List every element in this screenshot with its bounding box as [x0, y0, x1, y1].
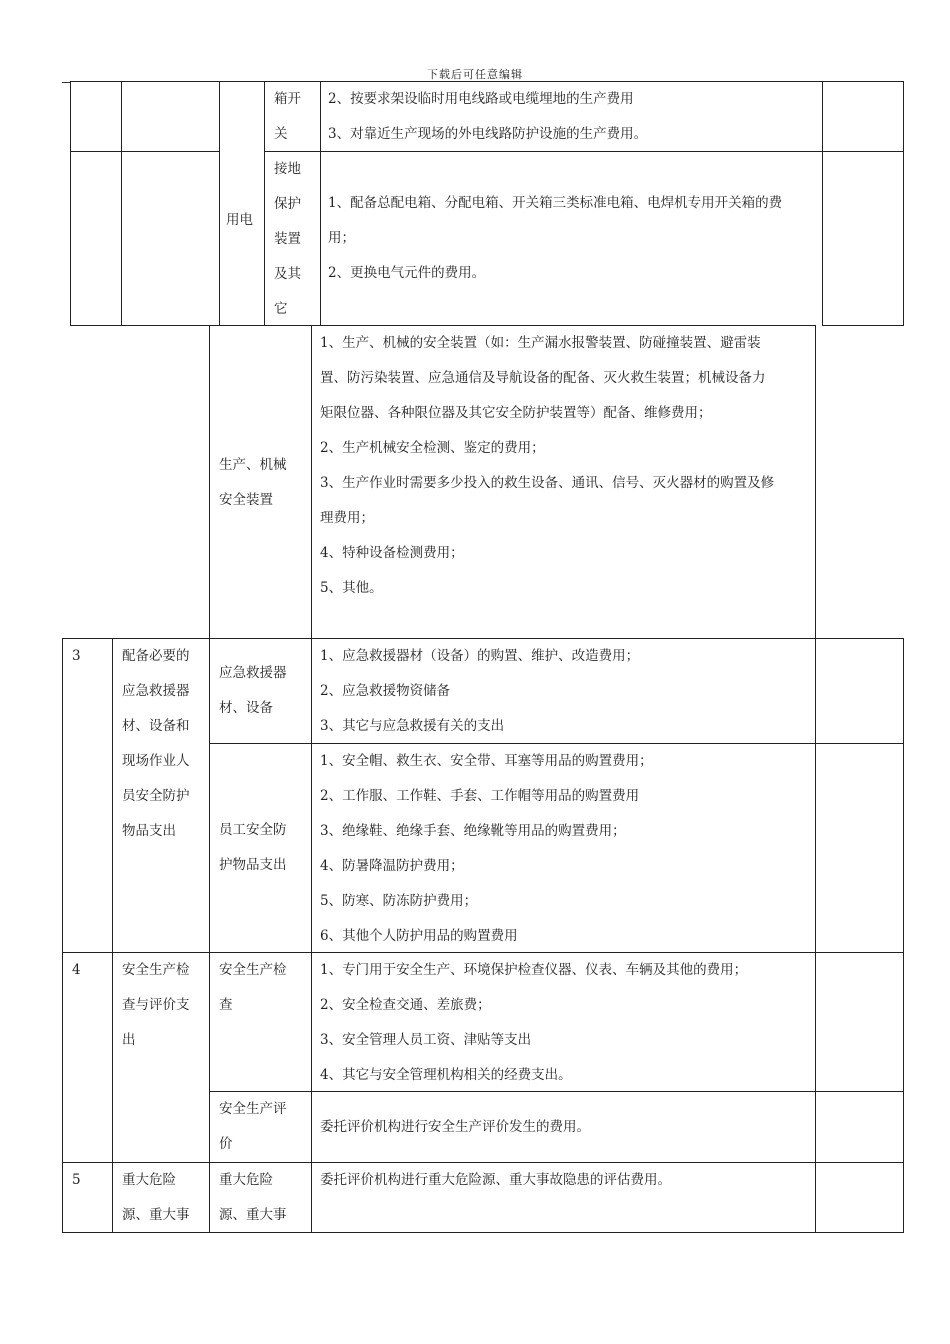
content-line: 置、防污染装置、应急通信及导航设备的配备、灭火救生装置；机械设备力	[320, 370, 766, 386]
item-line: 安全生产检	[219, 962, 287, 978]
content-line: 3、其它与应急救援有关的支出	[320, 718, 505, 734]
title-line: 物品支出	[122, 823, 176, 839]
content-line: 1、应急救援器材（设备）的购置、维护、改造费用；	[320, 648, 640, 664]
content-line: 2、安全检查交通、差旅费；	[320, 997, 491, 1013]
item-major-hazard	[219, 1163, 287, 1233]
item-safety-inspection	[219, 953, 287, 1023]
content-line: 4、防暑降温防护费用；	[320, 858, 464, 874]
content-line: 3、生产作业时需要多少投入的救生设备、通讯、信号、灭火器材的购置及修	[320, 475, 775, 491]
item-line: 生产、机械	[219, 457, 287, 473]
item-line: 安全装置	[219, 492, 273, 508]
content-switchbox	[328, 82, 647, 152]
item-line: 源、重大事	[219, 1207, 287, 1223]
content-line: 3、对靠近生产现场的外电线路防护设施的生产费用。	[328, 126, 648, 142]
page-header: 下载后可任意编辑	[427, 68, 523, 81]
item-line: 护物品支出	[219, 857, 287, 873]
content-line: 4、其它与安全管理机构相关的经费支出。	[320, 1067, 572, 1083]
title-line: 现场作业人	[122, 753, 190, 769]
title-line: 安全生产检	[122, 962, 190, 978]
item-safety-evaluation	[219, 1092, 287, 1162]
content-line: 1、专门用于安全生产、环境保护检查仪器、仪表、车辆及其他的费用；	[320, 962, 748, 978]
content-line: 2、工作服、工作鞋、手套、工作帽等用品的购置费用	[320, 788, 640, 804]
title-line: 源、重大事	[122, 1207, 190, 1223]
section-title	[122, 953, 190, 1058]
content-line: 2、更换电气元件的费用。	[328, 265, 486, 281]
content-safety-evaluation	[320, 1110, 590, 1145]
item-machine-safety	[219, 448, 287, 518]
content-emergency-equipment	[320, 639, 639, 744]
item-line: 安全生产评	[219, 1101, 287, 1117]
item-line: 关	[274, 126, 288, 142]
content-line: 5、其他。	[320, 580, 383, 596]
title-line: 出	[122, 1032, 136, 1048]
section-number: 5	[72, 1172, 81, 1188]
content-line: 5、防寒、防冻防护费用；	[320, 893, 478, 909]
corner-mark	[62, 82, 70, 83]
item-line: 保护	[274, 196, 301, 212]
content-ppe	[320, 744, 653, 954]
content-major-hazard	[320, 1163, 671, 1198]
content-line: 1、配备总配电箱、分配电箱、开关箱三类标准电箱、电焊机专用开关箱的费	[328, 195, 783, 211]
content-grounding	[328, 186, 782, 291]
item-switchbox	[274, 82, 301, 152]
item-line: 箱开	[274, 91, 301, 107]
item-ppe	[219, 813, 287, 883]
content-line: 4、特种设备检测费用；	[320, 545, 464, 561]
item-emergency-equipment	[219, 656, 287, 726]
item-line: 价	[219, 1136, 233, 1152]
item-line: 接地	[274, 161, 301, 177]
content-line: 用；	[328, 230, 355, 246]
title-line: 材、设备和	[122, 718, 190, 734]
content-line: 2、应急救援物资储备	[320, 683, 451, 699]
item-line: 应急救援器	[219, 665, 287, 681]
content-line: 2、按要求架设临时用电线路或电缆埋地的生产费用	[328, 91, 634, 107]
title-line: 配备必要的	[122, 648, 190, 664]
item-line: 装置	[274, 231, 301, 247]
item-line: 查	[219, 997, 233, 1013]
content-line: 矩限位器、各种限位器及其它安全防护装置等）配备、维修费用；	[320, 405, 712, 421]
section-title	[122, 1163, 190, 1233]
content-line: 理费用；	[320, 510, 374, 526]
content-line: 3、绝缘鞋、绝缘手套、绝缘靴等用品的购置费用；	[320, 823, 626, 839]
content-line: 3、安全管理人员工资、津贴等支出	[320, 1032, 532, 1048]
item-grounding	[274, 152, 301, 327]
section-number: 4	[72, 962, 81, 978]
item-line: 员工安全防	[219, 822, 287, 838]
content-line: 委托评价机构进行安全生产评价发生的费用。	[320, 1119, 590, 1135]
content-line: 委托评价机构进行重大危险源、重大事故隐患的评估费用。	[320, 1172, 671, 1188]
category-electric: 用电	[226, 212, 253, 228]
content-line: 1、安全帽、救生衣、安全带、耳塞等用品的购置费用；	[320, 753, 653, 769]
title-line: 查与评价支	[122, 997, 190, 1013]
item-line: 及其	[274, 266, 301, 282]
content-line: 2、生产机械安全检测、鉴定的费用；	[320, 440, 545, 456]
section-number: 3	[72, 648, 81, 664]
title-line: 重大危险	[122, 1172, 176, 1188]
content-line: 6、其他个人防护用品的购置费用	[320, 928, 518, 944]
content-machine-safety	[320, 326, 774, 606]
item-line: 重大危险	[219, 1172, 273, 1188]
content-safety-inspection	[320, 953, 747, 1093]
title-line: 员安全防护	[122, 788, 190, 804]
item-line: 材、设备	[219, 700, 273, 716]
title-line: 应急救援器	[122, 683, 190, 699]
item-line: 它	[274, 301, 288, 317]
section-title	[122, 639, 190, 849]
content-line: 1、生产、机械的安全装置（如：生产漏水报警装置、防碰撞装置、避雷装	[320, 335, 761, 351]
